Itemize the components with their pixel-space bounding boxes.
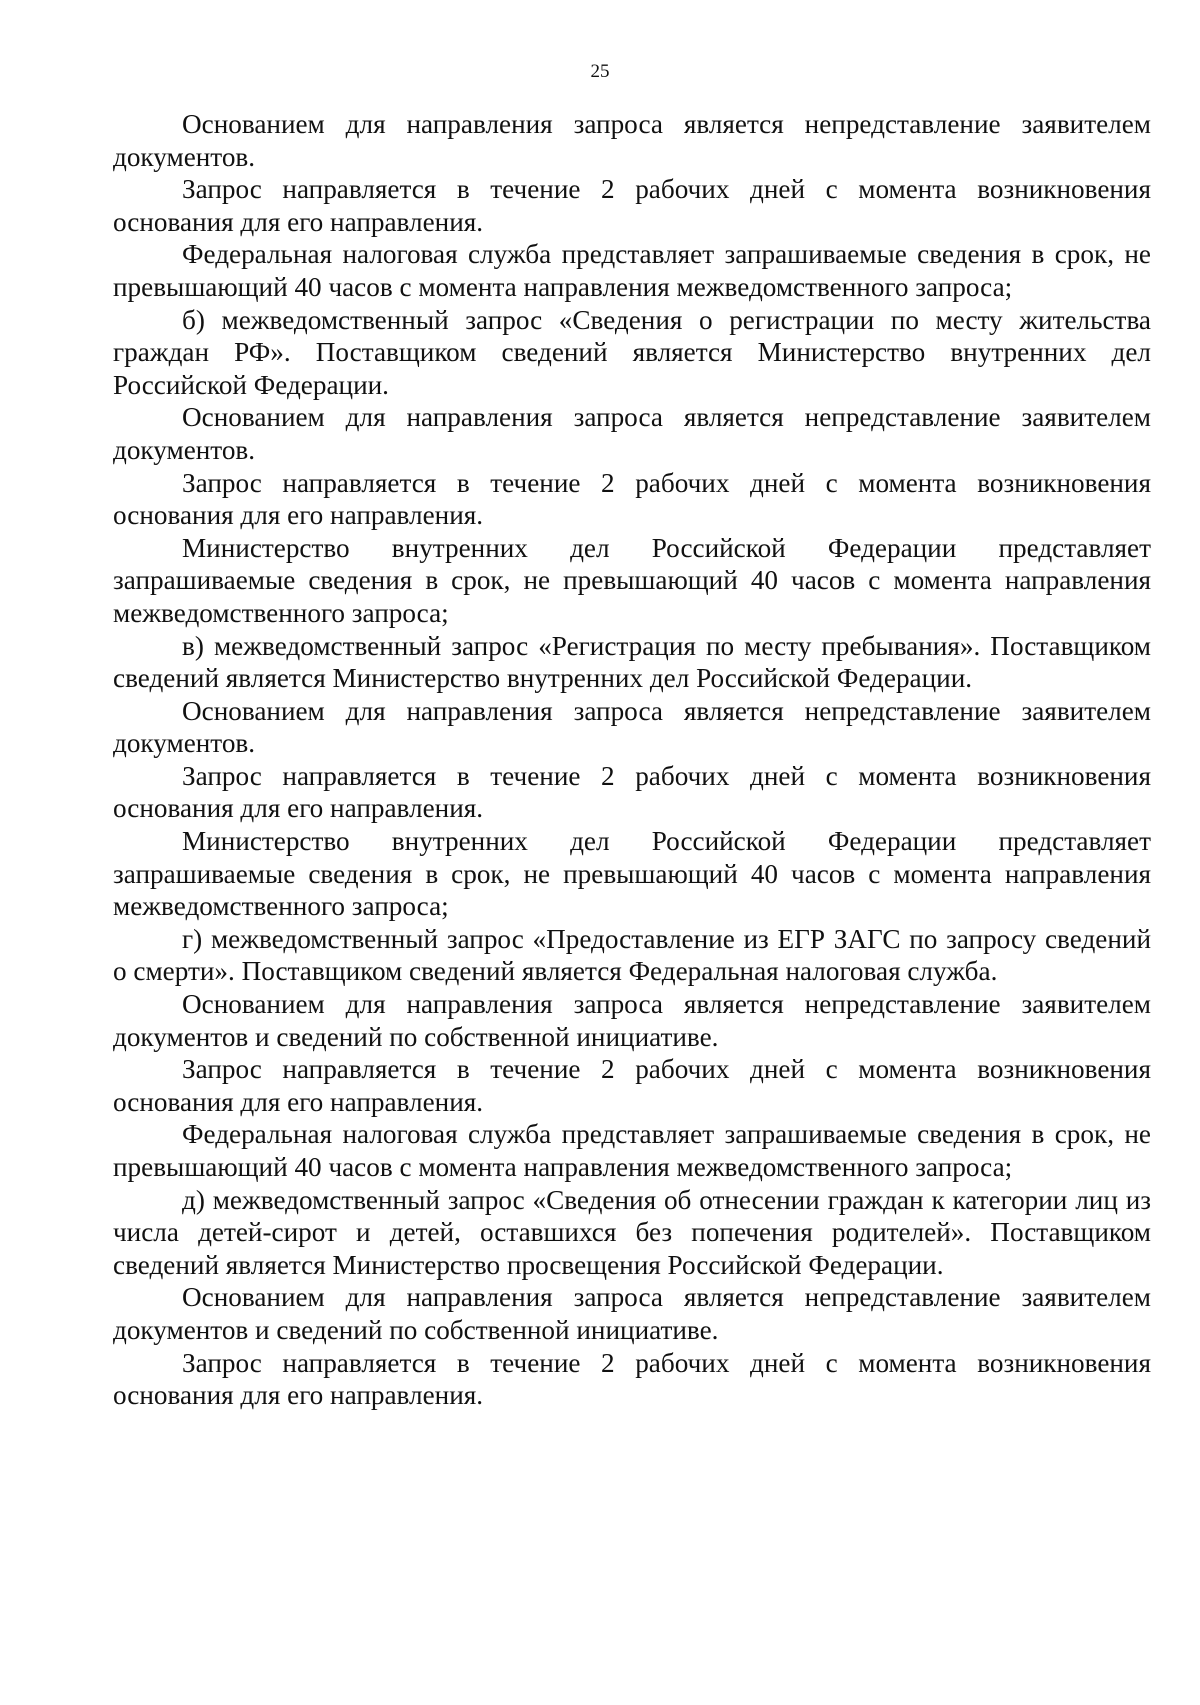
paragraph: Основанием для направления запроса является непредставление заявителем документов. bbox=[113, 695, 1151, 759]
paragraph: Министерство внутренних дел Российской Федерации представляет запрашиваемые сведения в срок, не превышающий 40 часов с момента направления межведомственного запроса; bbox=[113, 826, 1151, 922]
page-number: 25 bbox=[590, 61, 610, 82]
paragraph: в) межведомственный запрос «Регистрация по месту пребывания». Поставщиком сведений является Министерство внутренних дел Российской Федерации. bbox=[113, 630, 1151, 694]
paragraph: Федеральная налоговая служба представляет запрашиваемые сведения в срок, не превышающий 40 часов с момента направления межведомственного запроса; bbox=[113, 1119, 1151, 1182]
paragraph: Запрос направляется в течение 2 рабочих дней с момента возникновения основания для его направления. bbox=[113, 467, 1151, 531]
paragraph: Министерство внутренних дел Российской Федерации представляет запрашиваемые сведения в срок, не превышающий 40 часов с момента направления межведомственного запроса; bbox=[113, 532, 1151, 628]
paragraph: Федеральная налоговая служба представляет запрашиваемые сведения в срок, не превышающий 40 часов с момента направления межведомственного запроса; bbox=[113, 239, 1151, 302]
paragraph: Запрос направляется в течение 2 рабочих дней с момента возникновения основания для его направления. bbox=[113, 1054, 1151, 1117]
document-body bbox=[113, 108, 1151, 1412]
paragraph: Запрос направляется в течение 2 рабочих дней с момента возникновения основания для его направления. bbox=[113, 174, 1151, 237]
paragraph: б) межведомственный запрос «Сведения о регистрации по месту жительства граждан РФ». Поставщиком сведений является Министерство внутренних дел Российской Федерации. bbox=[113, 304, 1151, 400]
paragraph: Основанием для направления запроса является непредставление заявителем документов и сведений по собственной инициативе. bbox=[113, 1282, 1151, 1345]
paragraph: Основанием для направления запроса является непредставление заявителем документов. bbox=[113, 109, 1151, 172]
paragraph: Запрос направляется в течение 2 рабочих дней с момента возникновения основания для его направления. bbox=[113, 760, 1151, 824]
paragraph: г) межведомственный запрос «Предоставление из ЕГР ЗАГС по запросу сведений о смерти». Поставщиком сведений является Федеральная налоговая служба. bbox=[113, 923, 1151, 987]
paragraph: Запрос направляется в течение 2 рабочих дней с момента возникновения основания для его направления. bbox=[113, 1347, 1151, 1411]
paragraph: Основанием для направления запроса является непредставление заявителем документов. bbox=[113, 402, 1151, 465]
paragraph: Основанием для направления запроса является непредставление заявителем документов и сведений по собственной инициативе. bbox=[113, 989, 1151, 1052]
paragraph: д) межведомственный запрос «Сведения об отнесении граждан к категории лиц из числа детей-сирот и детей, оставшихся без попечения родителей». Поставщиком сведений является Министерство просвещения Российской Федерации. bbox=[113, 1184, 1151, 1280]
